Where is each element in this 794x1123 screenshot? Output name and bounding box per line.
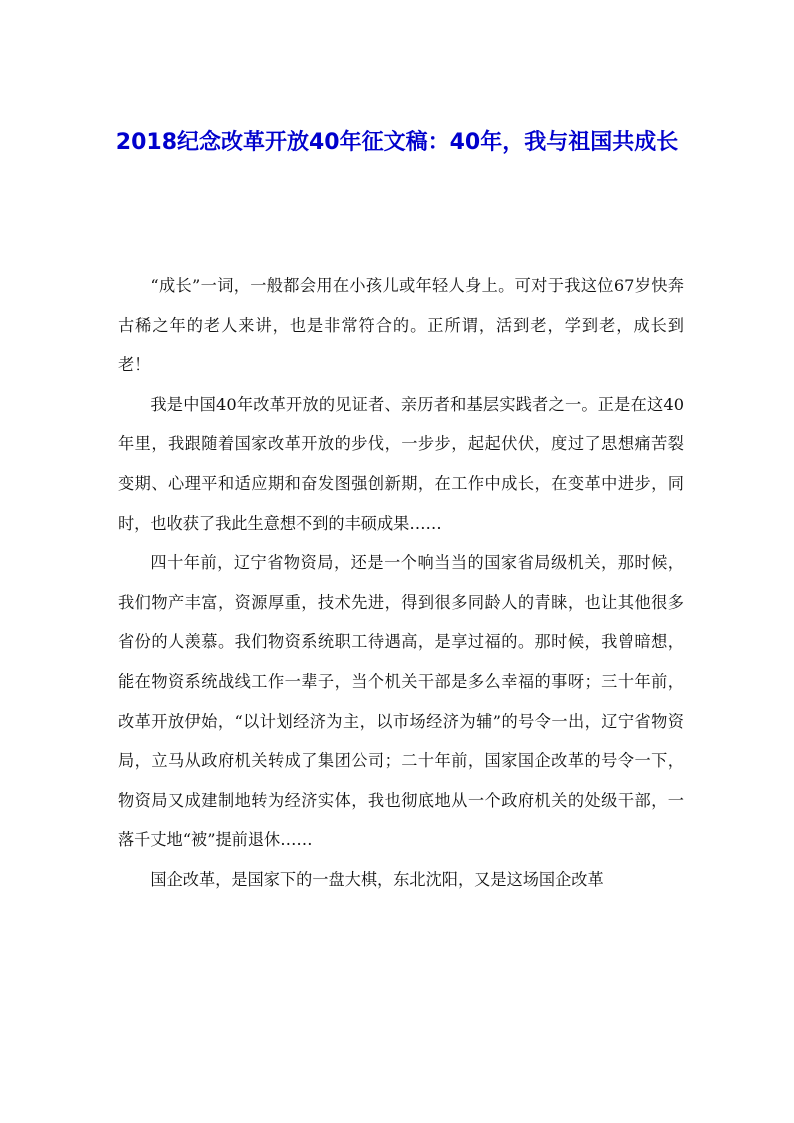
paragraph-1: “成长”一词，一般都会用在小孩儿或年轻人身上。可对于我这位67岁快奔古稀之年的老人来讲，也是非常符合的。正所谓，活到老，学到老，成长到老！ <box>118 276 684 375</box>
paragraph-2: 我是中国40年改革开放的见证者、亲历者和基层实践者之一。正是在这40年里，我跟随着国家改革开放的步伐，一步步，起起伏伏，度过了思想痛苦裂变期、心理平和适应期和奋发图强创新期，在工作中成长，在变革中进步，同时，也收获了我此生意想不到的丰硕成果…… <box>118 394 684 533</box>
paragraph-3: 四十年前，辽宁省物资局，还是一个响当当的国家省局级机关，那时候，我们物产丰富，资源厚重，技术先进，得到很多同龄人的青睐，也让其他很多省份的人羡慕。我们物资系统职工待遇高，是享过福的。那时候，我曾暗想，能在物资系统战线工作一辈子，当个机关干部是多么幸福的事呀；三十年前，改革开放伊始，“以计划经济为主，以市场经济为辅”的号令一出，辽宁省物资局，立马从政府机关转成了集团公司；二十年前，国家国企改革的号令一下，物资局又成建制地转为经济实体，我也彻底地从一个政府机关的处级干部，一落千丈地“被”提前退休…… <box>118 553 684 850</box>
paragraph-4: 国企改革，是国家下的一盘大棋，东北沈阳，又是这场国企改革 <box>150 869 604 889</box>
document-title: 2018纪念改革开放40年征文稿：40年，我与祖国共成长 <box>115 130 679 155</box>
document-body <box>118 266 684 900</box>
